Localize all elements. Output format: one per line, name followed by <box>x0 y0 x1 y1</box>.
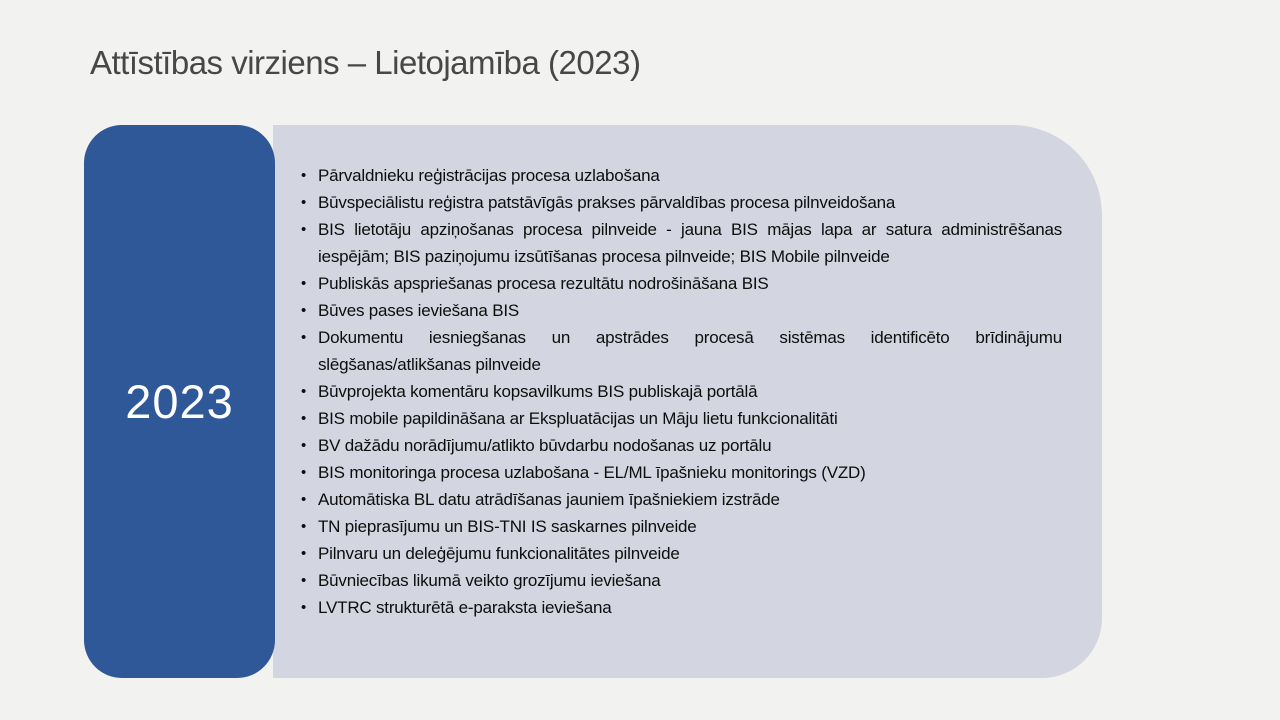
slide-title: Attīstības virziens – Lietojamība (2023) <box>90 44 641 81</box>
bullet-icon: • <box>301 275 307 292</box>
list-item-text: Būvprojekta komentāru kopsavilkums BIS publiskajā portālā <box>318 382 758 401</box>
list-item <box>301 405 1062 432</box>
list-item <box>301 162 1062 189</box>
list-item-text: Būves pases ieviešana BIS <box>318 301 520 320</box>
content-panel <box>273 125 1102 678</box>
bullet-icon: • <box>301 410 307 427</box>
bullet-icon: • <box>301 518 307 535</box>
list-item <box>301 216 1062 270</box>
bullet-icon: • <box>301 464 307 481</box>
year-label: 2023 <box>125 375 234 428</box>
list-item <box>301 567 1062 594</box>
list-item <box>301 459 1062 486</box>
list-item <box>301 189 1062 216</box>
list-item <box>301 540 1062 567</box>
list-item <box>301 297 1062 324</box>
list-item <box>301 378 1062 405</box>
list-item-text: Automātiska BL datu atrādīšanas jauniem īpašniekiem izstrāde <box>318 490 780 509</box>
list-item-text: Dokumentu iesniegšanas un apstrādes procesā sistēmas identificēto brīdinājumu slēgšanas/atlikšanas pilnveide <box>318 328 1062 374</box>
bullet-icon: • <box>301 167 307 184</box>
list-item-text: Pārvaldnieku reģistrācijas procesa uzlabošana <box>318 166 660 185</box>
bullet-icon: • <box>301 545 307 562</box>
list-item-text: BIS lietotāju apziņošanas procesa pilnveide - jauna BIS mājas lapa ar satura administrēšanas iespējām; BIS paziņojumu izsūtīšanas procesa pilnveide; BIS Mobile pilnveide <box>318 220 1062 266</box>
bullet-icon: • <box>301 599 307 616</box>
list-item-text: Būvniecības likumā veikto grozījumu ieviešana <box>318 571 661 590</box>
list-item-text: Publiskās apspriešanas procesa rezultātu nodrošināšana BIS <box>318 274 769 293</box>
bullet-icon: • <box>301 221 307 238</box>
list-item-text: Pilnvaru un deleģējumu funkcionalitātes pilnveide <box>318 544 680 563</box>
bullet-list <box>273 125 1102 621</box>
bullet-icon: • <box>301 329 307 346</box>
list-item <box>301 270 1062 297</box>
bullet-icon: • <box>301 437 307 454</box>
bullet-icon: • <box>301 302 307 319</box>
list-item <box>301 324 1062 378</box>
list-item <box>301 432 1062 459</box>
list-item-text: BV dažādu norādījumu/atlikto būvdarbu nodošanas uz portālu <box>318 436 772 455</box>
list-item-text: BIS monitoringa procesa uzlabošana - EL/ML īpašnieku monitorings (VZD) <box>318 463 866 482</box>
list-item-text: Būvspeciālistu reģistra patstāvīgās prakses pārvaldības procesa pilnveidošana <box>318 193 896 212</box>
list-item-text: BIS mobile papildināšana ar Ekspluatācijas un Māju lietu funkcionalitāti <box>318 409 838 428</box>
bullet-icon: • <box>301 572 307 589</box>
bullet-icon: • <box>301 194 307 211</box>
list-item <box>301 486 1062 513</box>
bullet-icon: • <box>301 383 307 400</box>
list-item <box>301 513 1062 540</box>
bullet-icon: • <box>301 491 307 508</box>
list-item-text: TN pieprasījumu un BIS-TNI IS saskarnes pilnveide <box>318 517 697 536</box>
list-item <box>301 594 1062 621</box>
list-item-text: LVTRC strukturētā e-paraksta ieviešana <box>318 598 612 617</box>
year-box <box>84 125 275 678</box>
